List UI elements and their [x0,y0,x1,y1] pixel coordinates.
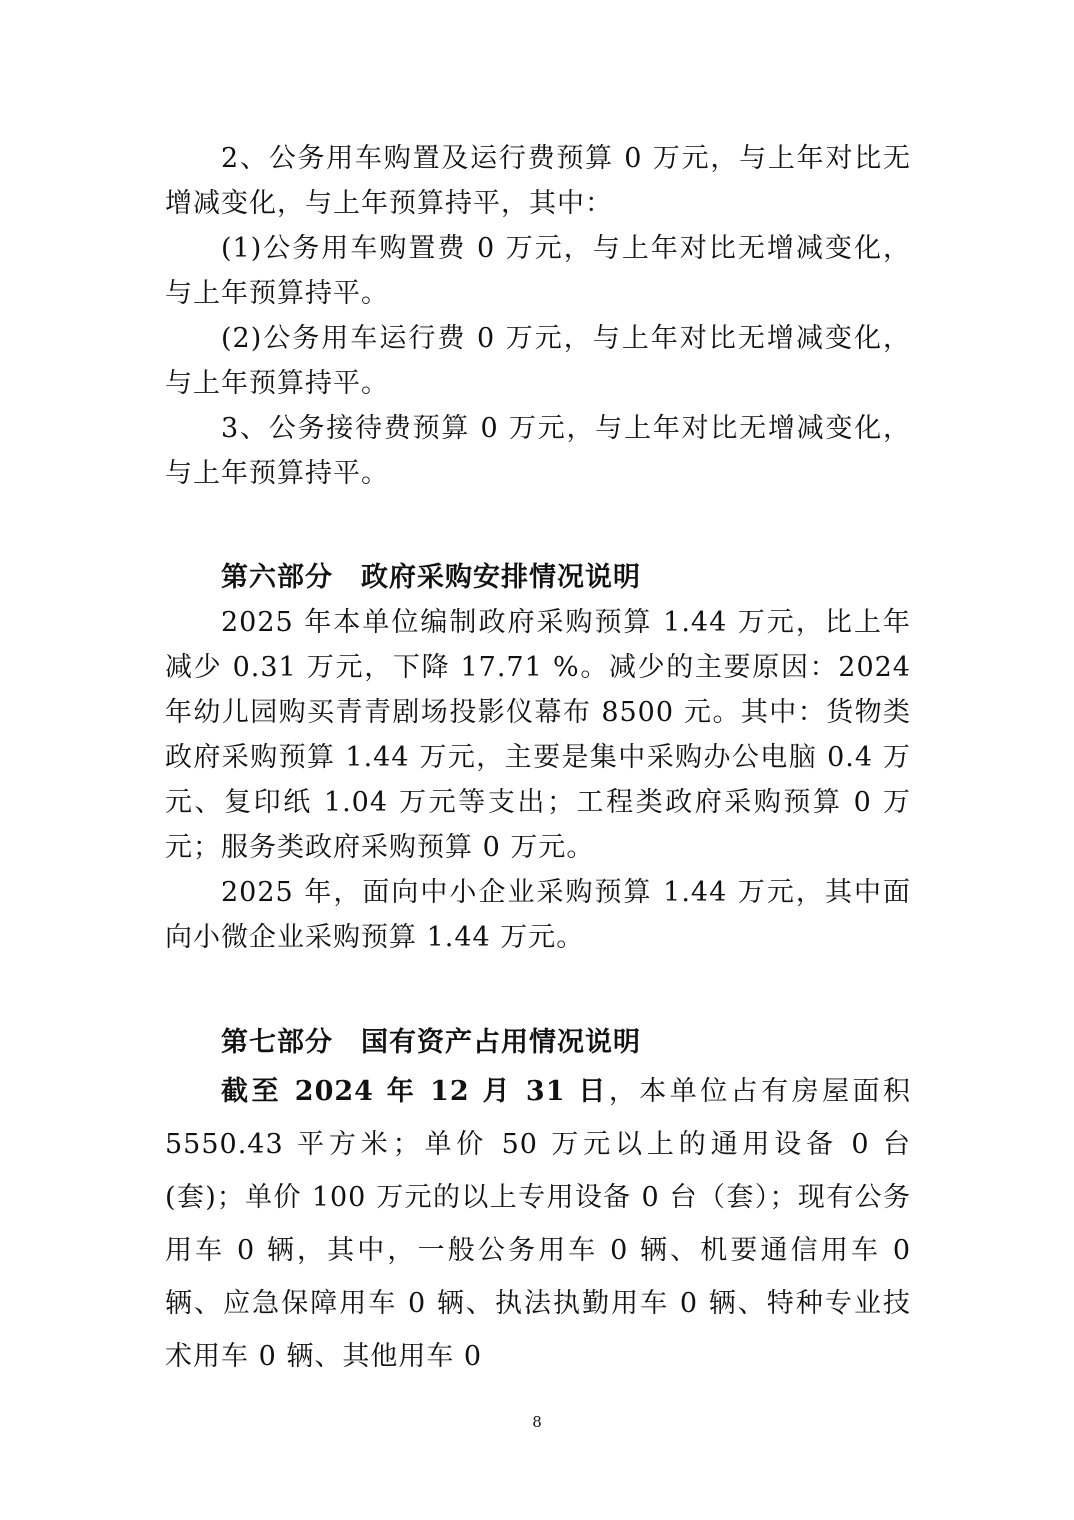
assets-date-bold: 截至 2024 年 12 月 31 日 [221,1076,609,1107]
assets-section [165,1020,911,1383]
vehicle-operation-paragraph: (2)公务用车运行费 0 万元，与上年对比无增减变化，与上年预算持平。 [165,323,911,399]
vehicle-budget-paragraph: 2、公务用车购置及运行费预算 0 万元，与上年对比无增减变化，与上年预算持平，其中： [165,143,911,219]
vehicle-purchase-paragraph: (1)公务用车购置费 0 万元，与上年对比无增减变化，与上年预算持平。 [165,233,911,309]
section-heading-assets: 第七部分 国有资产占用情况说明 [221,1027,641,1058]
assets-paragraph-body: ，本单位占有房屋面积 5550.43 平方米；单价 50 万元以上的通用设备 0 台(套)；单价 100 万元的以上专用设备 0 台（套）；现有公务用车 0 辆，其中，一般公务用车 0 辆、机要通信用车 0 辆、应急保障用车 0 辆、执法执勤用车 0 辆、特种专业技术用车 0 辆、其他用车 0 [165,1076,911,1372]
procurement-budget-paragraph: 2025 年本单位编制政府采购预算 1.44 万元，比上年减少 0.31 万元，下降 17.71 %。减少的主要原因：2024 年幼儿园购买青青剧场投影仪幕布 8500 元。其中：货物类政府采购预算 1.44 万元，主要是集中采购办公电脑 0.4 万元、复印纸 1.04 万元等支出；工程类政府采购预算 0 万元；服务类政府采购预算 0 万元。 [165,607,911,863]
page-number: 8 [532,1413,542,1431]
sme-procurement-paragraph: 2025 年，面向中小企业采购预算 1.44 万元，其中面向小微企业采购预算 1.44 万元。 [165,877,911,953]
section-heading-procurement: 第六部分 政府采购安排情况说明 [221,562,641,593]
reception-budget-paragraph: 3、公务接待费预算 0 万元，与上年对比无增减变化，与上年预算持平。 [165,413,911,489]
assets-paragraph [165,1065,911,1383]
vehicle-budget-block [165,136,911,496]
procurement-section [165,555,911,960]
